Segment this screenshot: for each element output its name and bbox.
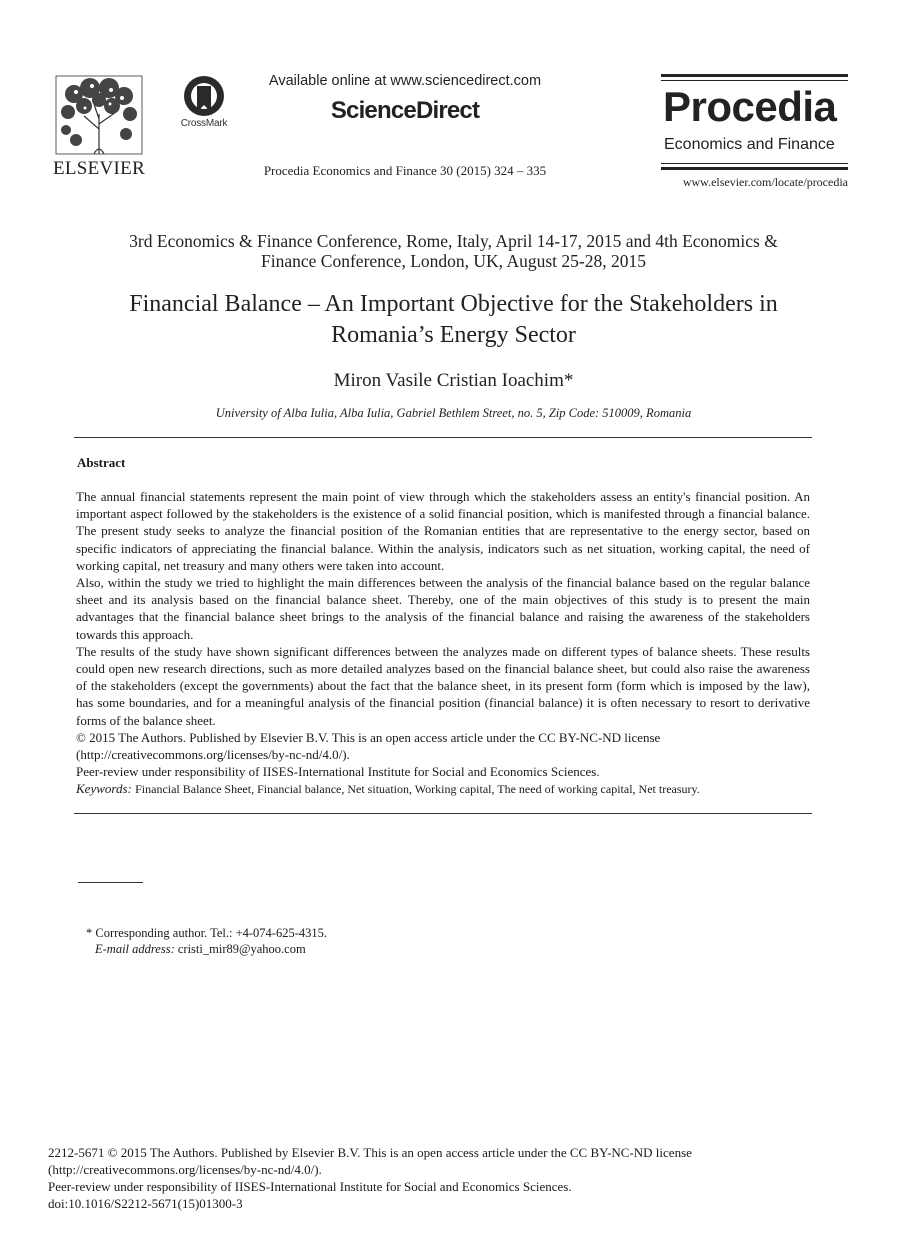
email-label: E-mail address: [95, 942, 175, 956]
author-affiliation: University of Alba Iulia, Alba Iulia, Gabriel Bethlem Street, no. 5, Zip Code: 510009, Romania [215, 406, 692, 420]
crossmark-label: CrossMark [180, 118, 228, 129]
abstract-paragraph-3: The results of the study have shown significant differences between the analyzes made on different types of balance sheets. These results could open new research directions, such as more detailed analyzes based on the financial balance sheet, but could also raise the awareness of the stakeholders (except the governments) about the fact that the balance sheet, in its present form (form which is imposed by the law), has some boundaries, and for a meaningful analysis of the financial position (financial balance) it is often necessary to resort to derivative forms of the balance sheet. [76, 643, 810, 728]
elsevier-logo [50, 74, 148, 178]
available-online-text[interactable]: Available online at www.sciencedirect.com [268, 73, 542, 89]
logo-rule-bottom [661, 167, 848, 170]
author-name: Miron Vasile Cristian Ioachim* [333, 370, 574, 391]
keywords-text: Financial Balance Sheet, Financial balance, Net situation, Working capital, The need of working capital, Net treasury. [135, 782, 700, 797]
divider-bottom [74, 813, 812, 814]
conference-line-2: Finance Conference, London, UK, August 25-28, 2015 [261, 251, 646, 271]
conference-line-1: 3rd Economics & Finance Conference, Rome, Italy, April 14-17, 2015 and 4th Economics & [129, 231, 778, 251]
journal-url[interactable]: www.elsevier.com/locate/procedia [682, 175, 848, 189]
issn-copyright: 2212-5671 © 2015 The Authors. Published by Elsevier B.V. This is an open access article under the CC BY-NC-ND license [48, 1145, 692, 1160]
journal-title: Procedia [663, 83, 837, 130]
divider-top [74, 437, 812, 438]
peer-review-statement: Peer-review under responsibility of IISES-International Institute for Social and Economics Sciences. [76, 764, 600, 780]
crossmark-badge[interactable] [176, 74, 232, 134]
abstract-heading: Abstract [77, 455, 126, 470]
journal-subtitle: Economics and Finance [664, 136, 835, 153]
procedia-journal-logo [661, 74, 848, 192]
footnote [86, 925, 327, 957]
corresponding-author: * Corresponding author. Tel.: +4-074-625-4315. [86, 926, 327, 940]
footer-peer-review: Peer-review under responsibility of IISES-International Institute for Social and Economics Sciences. [48, 1179, 572, 1194]
sciencedirect-brand: ScienceDirect [330, 97, 480, 124]
logo-rule-bottom-thin [661, 163, 848, 164]
abstract-body [76, 488, 810, 799]
footnote-rule [78, 882, 143, 883]
crossmark-icon [176, 74, 232, 118]
license-footer [48, 1144, 848, 1212]
abstract-paragraph-1: The annual financial statements represent the main point of view through which the stakeholders assess an entity's financial position. An important aspect followed by the stakeholders is the existence of a solid financial position, which is manifested through a financial balance. The present study seeks to analyze the financial position of the Romanian entities that are representative to the energy sector, based on specific indicators of appreciating the financial balance. Within the analysis, indicators such as net situation, working capital, the need of working capital, net treasury and many others were taken into account. [76, 489, 810, 573]
conference-info [60, 231, 847, 271]
paper-title-line-2: Romania’s Energy Sector [331, 322, 576, 348]
footer-license-link[interactable]: (http://creativecommons.org/licenses/by-nc-nd/4.0/). [48, 1162, 322, 1177]
email-line [86, 941, 327, 957]
email-address[interactable]: cristi_mir89@yahoo.com [177, 942, 306, 956]
license-link[interactable]: (http://creativecommons.org/licenses/by-nc-nd/4.0/). [76, 747, 350, 763]
paper-title [40, 289, 867, 351]
logo-rule-top-thin [661, 80, 848, 81]
paper-title-line-1: Financial Balance – An Important Objective for the Stakeholders in [129, 291, 778, 317]
publisher-logo-text: ELSEVIER [52, 158, 146, 179]
keywords-label: Keywords: [76, 781, 132, 797]
keywords [76, 780, 810, 798]
journal-reference: Procedia Economics and Finance 30 (2015) 324 – 335 [263, 163, 547, 178]
copyright-line-1: © 2015 The Authors. Published by Elsevier B.V. This is an open access article under the CC BY-NC-ND license [76, 729, 661, 745]
abstract-paragraph-2: Also, within the study we tried to highlight the main differences between the analysis of the financial balance based on the regular balance sheet and its analysis based on the financial balance sheet. Thereby, one of the main objectives of this study is to present the main advantages that the financial balance sheet brings to the analysis of the financial balance and raising the awareness of the stakeholders towards this approach. [76, 575, 810, 642]
elsevier-tree-icon [54, 74, 144, 156]
doi[interactable]: doi:10.1016/S2212-5671(15)01300-3 [48, 1196, 243, 1211]
logo-rule-top [661, 74, 848, 77]
